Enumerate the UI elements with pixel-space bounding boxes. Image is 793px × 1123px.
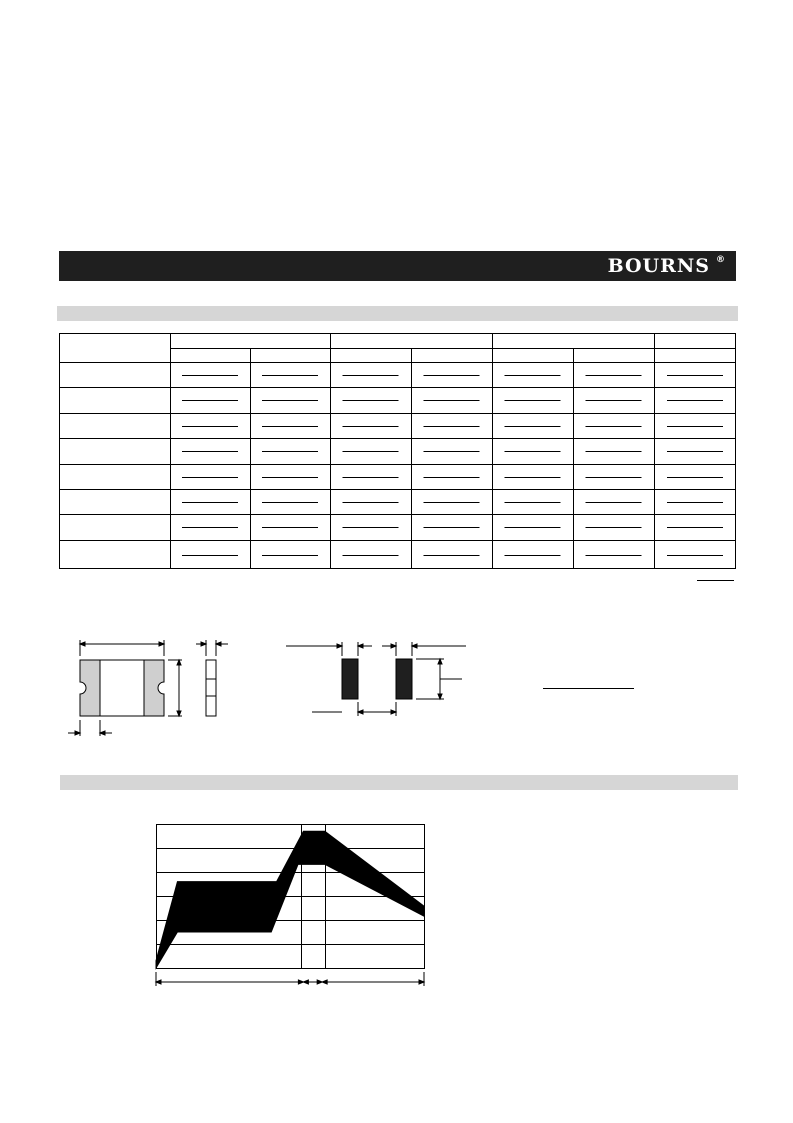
reflow-temperature-band [156, 831, 424, 968]
solder-pad-layout-icon [282, 636, 468, 720]
arrow-head [322, 980, 327, 984]
arrow-head [303, 980, 308, 984]
section-heading-bar-specifications [57, 306, 738, 321]
registered-trademark: ® [716, 255, 725, 265]
arrow-head [156, 980, 161, 984]
dimension-note-rule [543, 688, 634, 689]
specification-table [59, 333, 736, 569]
section-heading-bar-reflow [60, 775, 738, 790]
brand-logo: BOURNS [607, 255, 710, 277]
reflow-profile-chart [150, 820, 432, 996]
table-grid [59, 333, 736, 569]
smd-fuse-outline-icon [64, 636, 244, 742]
brand-header-bar [59, 251, 736, 281]
footnote-rule [697, 580, 734, 581]
arrow-head [419, 980, 424, 984]
